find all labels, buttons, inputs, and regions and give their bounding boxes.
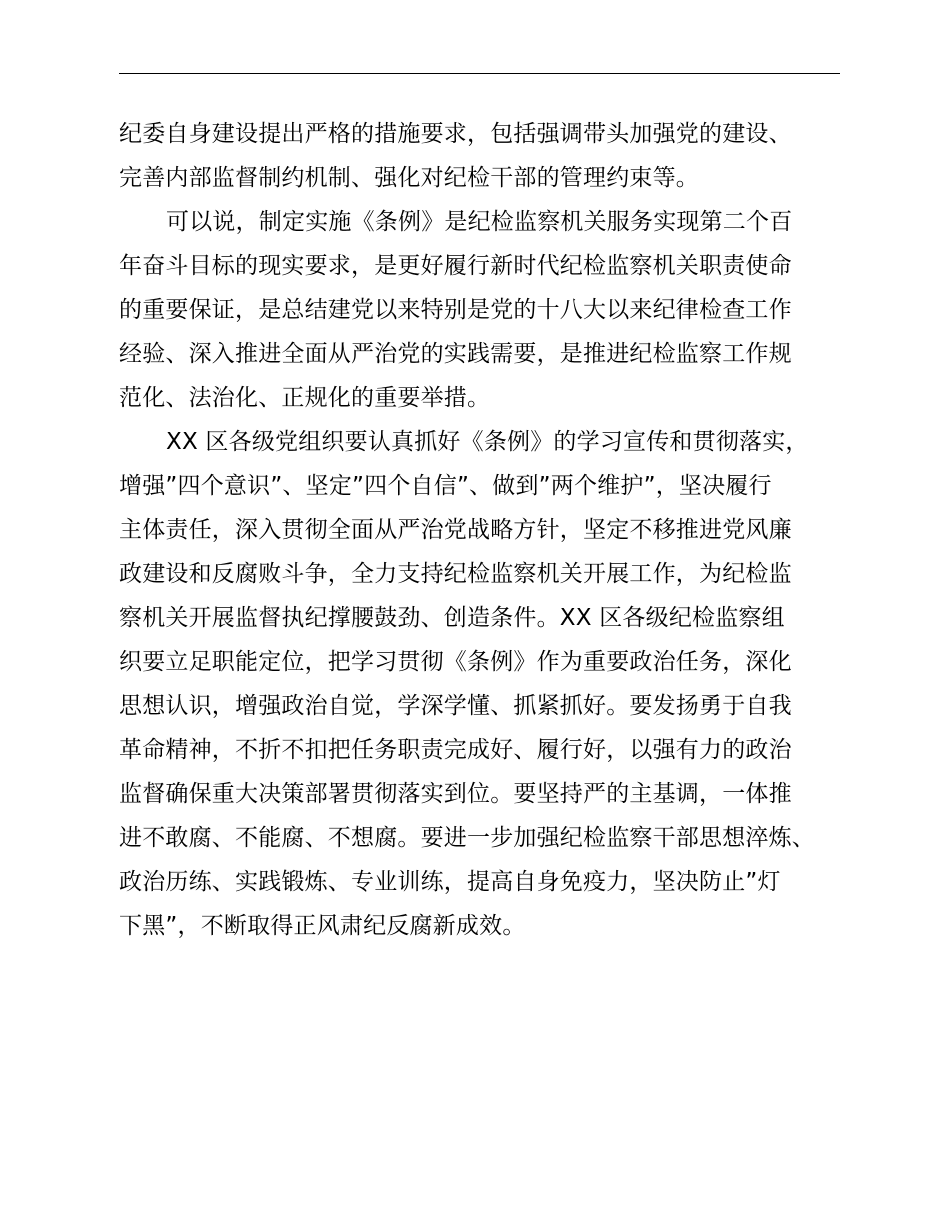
- text-line: 下黑”，不断取得正风肃纪反腐新成效。: [119, 913, 526, 939]
- text-line: 主体责任，深入贯彻全面从严治党战略方针，坚定不移推进党风廉: [119, 517, 792, 543]
- text-line: 察机关开展监督执纪撑腰鼓劲、创造条件。XX 区各级纪检监察组: [119, 605, 785, 631]
- text-line: 革命精神，不折不扣把任务职责完成好、履行好，以强有力的政治: [119, 737, 792, 763]
- text-line: 经验、深入推进全面从严治党的实践需要，是推进纪检监察工作规: [119, 341, 792, 367]
- text-line: 完善内部监督制约机制、强化对纪检干部的管理约束等。: [119, 165, 699, 191]
- text-line: 纪委自身建设提出严格的措施要求，包括强调带头加强党的建设、: [119, 121, 792, 147]
- text-line: 监督确保重大决策部署贯彻落实到位。要坚持严的主基调，一体推: [119, 781, 792, 807]
- text-line: 思想认识，增强政治自觉，学深学懂、抓紧抓好。要发扬勇于自我: [119, 693, 792, 719]
- text-line: 织要立足职能定位，把学习贯彻《条例》作为重要政治任务，深化: [119, 649, 792, 675]
- text-line: 进不敢腐、不能腐、不想腐。要进一步加强纪检监察干部思想淬炼、: [119, 825, 815, 851]
- paragraph-start-line: 可以说，制定实施《条例》是纪检监察机关服务实现第二个百: [166, 209, 793, 235]
- paragraph-start-line: XX 区各级党组织要认真抓好《条例》的学习宣传和贯彻落实，: [166, 429, 809, 455]
- text-line: 年奋斗目标的现实要求，是更好履行新时代纪检监察机关职责使命: [119, 253, 792, 279]
- header-rule: [119, 73, 840, 74]
- text-line: 范化、法治化、正规化的重要举措。: [119, 385, 491, 411]
- text-line: 的重要保证，是总结建党以来特别是党的十八大以来纪律检查工作: [119, 297, 792, 323]
- text-line: 增强”四个意识”、坚定”四个自信”、做到”两个维护”，坚决履行: [119, 473, 772, 499]
- text-line: 政治历练、实践锻炼、专业训练，提高自身免疫力，坚决防止”灯: [119, 869, 781, 895]
- text-line: 政建设和反腐败斗争，全力支持纪检监察机关开展工作，为纪检监: [119, 561, 792, 587]
